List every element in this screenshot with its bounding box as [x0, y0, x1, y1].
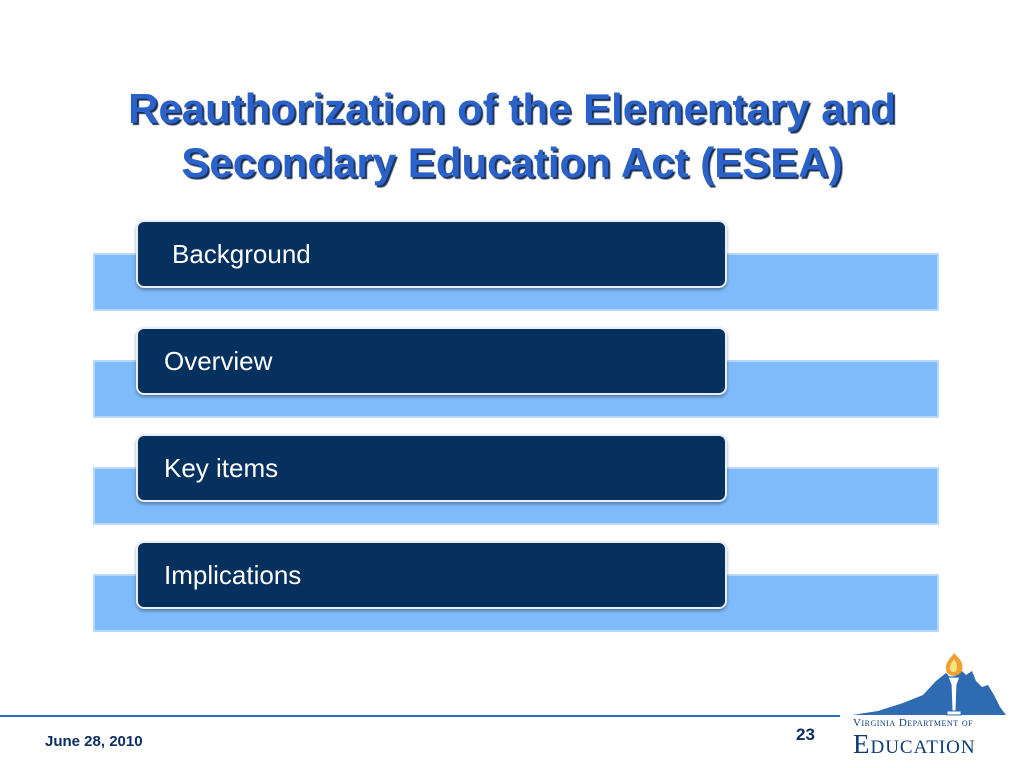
- virginia-map-icon: [852, 669, 1006, 715]
- slide-title-line-1: Reauthorization of the Elementary and: [128, 85, 896, 132]
- footer-date: June 28, 2010: [45, 733, 143, 750]
- footer-divider: [0, 715, 840, 717]
- agenda-item-implications[interactable]: Implications: [136, 541, 727, 609]
- logo-text-line-1: Virginia Department of: [853, 717, 974, 729]
- agenda-item-key-items[interactable]: Key items: [136, 434, 727, 502]
- page-number: 23: [796, 725, 815, 744]
- agenda-item-overview[interactable]: Overview: [136, 327, 727, 395]
- slide-title-line-2: Secondary Education Act (ESEA): [181, 139, 843, 186]
- logo-text-line-2: Education: [853, 729, 976, 759]
- agenda-item-background[interactable]: Background: [136, 220, 727, 288]
- slide-title: [40, 82, 984, 190]
